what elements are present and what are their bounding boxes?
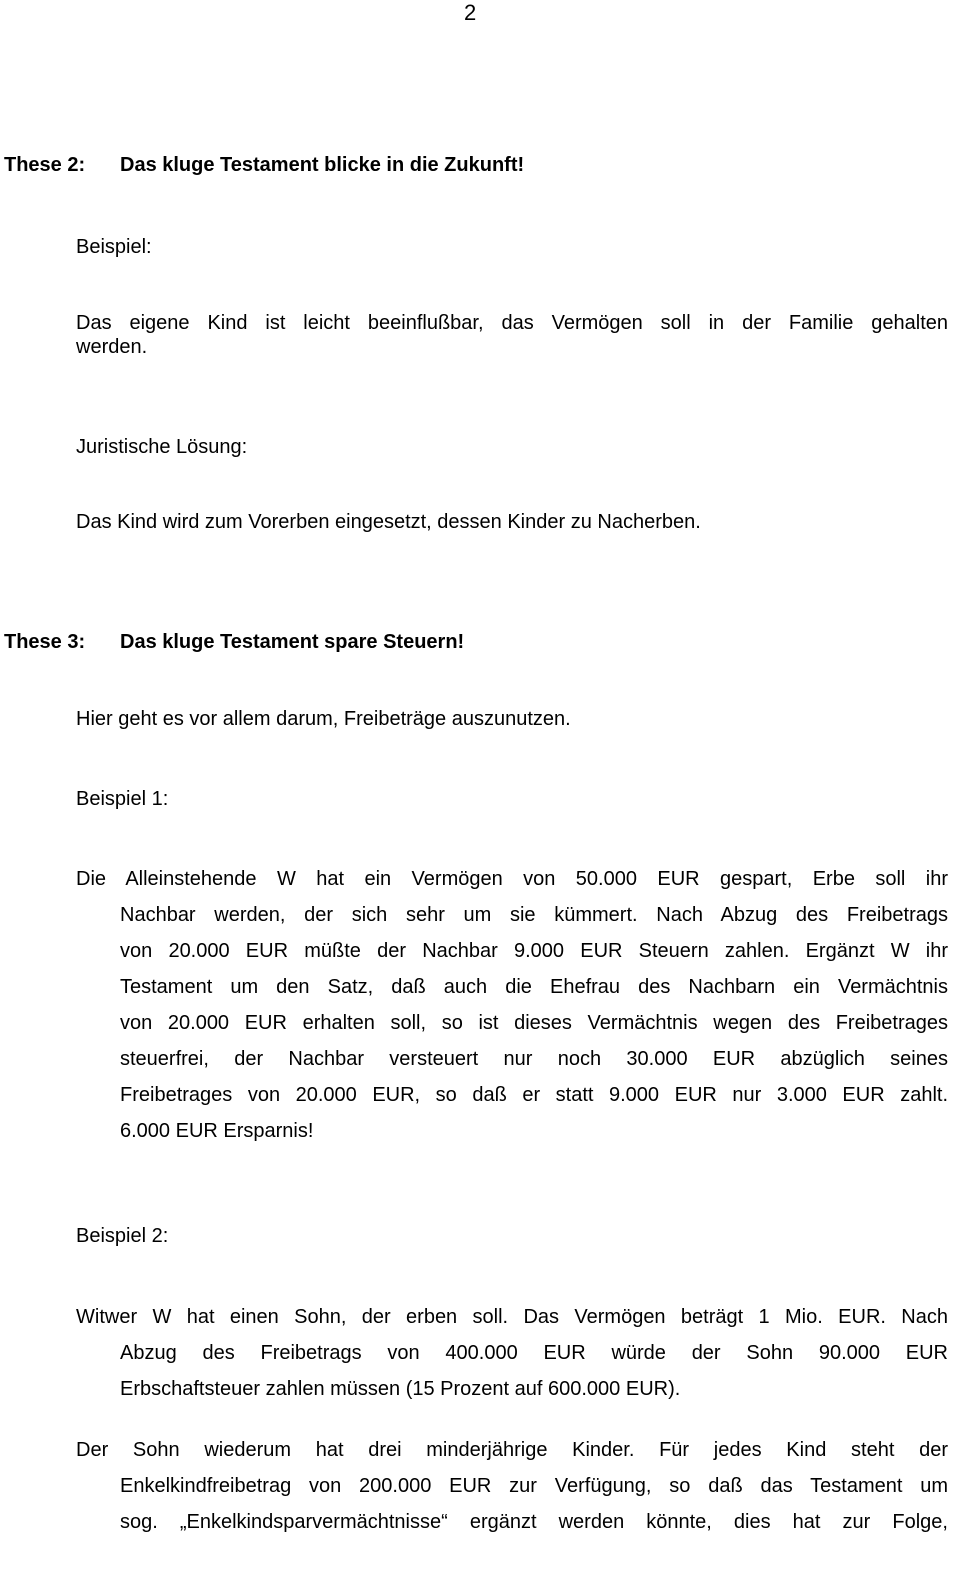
sohn-line: sog. „Enkelkindsparvermächtnisse“ ergänzt werden könnte, dies hat zur Folge,	[120, 1511, 948, 1533]
beispiel-1-line: Nachbar werden, der sich sehr um sie kümmert. Nach Abzug des Freibetrags	[120, 904, 948, 926]
sohn-line: Enkelkindfreibetrag von 200.000 EUR zur Verfügung, so daß das Testament um	[120, 1475, 948, 1497]
beispiel-2-text	[76, 1299, 948, 1407]
beispiel-2-line: Witwer W hat einen Sohn, der erben soll. Das Vermögen beträgt 1 Mio. EUR. Nach	[76, 1306, 948, 1328]
beispiel-text-line: Das eigene Kind ist leicht beeinflußbar, das Vermögen soll in der Familie gehalten	[76, 312, 948, 334]
thesis-3-label: These 3:	[4, 631, 86, 653]
beispiel-1-line: Freibetrages von 20.000 EUR, so daß er statt 9.000 EUR nur 3.000 EUR zahlt.	[120, 1084, 948, 1106]
thesis-3-intro: Hier geht es vor allem darum, Freibeträge auszunutzen.	[76, 708, 571, 730]
thesis-2-label: These 2:	[4, 154, 86, 176]
beispiel-label: Beispiel:	[76, 236, 152, 258]
beispiel-2-line: Abzug des Freibetrags von 400.000 EUR würde der Sohn 90.000 EUR	[120, 1342, 948, 1364]
loesung-text: Das Kind wird zum Vorerben eingesetzt, dessen Kinder zu Nacherben.	[76, 511, 701, 533]
page-number: 2	[464, 0, 477, 25]
beispiel-1-line: Die Alleinstehende W hat ein Vermögen von 50.000 EUR gespart, Erbe soll ihr	[76, 868, 948, 890]
loesung-label: Juristische Lösung:	[76, 436, 248, 458]
thesis-2-heading	[4, 152, 524, 178]
thesis-2-title: Das kluge Testament blicke in die Zukunft!	[120, 154, 525, 176]
beispiel-1-line: von 20.000 EUR müßte der Nachbar 9.000 EUR Steuern zahlen. Ergänzt W ihr	[120, 940, 948, 962]
sohn-line: Der Sohn wiederum hat drei minderjährige Kinder. Für jedes Kind steht der	[76, 1439, 948, 1461]
beispiel-1-line: steuerfrei, der Nachbar versteuert nur noch 30.000 EUR abzüglich seines	[120, 1048, 948, 1070]
beispiel-2-line: Erbschaftsteuer zahlen müssen (15 Prozent auf 600.000 EUR).	[120, 1378, 681, 1400]
thesis-3-heading	[4, 629, 464, 655]
beispiel-1-text	[76, 861, 948, 1149]
thesis-3-title: Das kluge Testament spare Steuern!	[120, 631, 465, 653]
beispiel-1-line: Testament um den Satz, daß auch die Ehefrau des Nachbarn ein Vermächtnis	[120, 976, 948, 998]
beispiel-1-line: 6.000 EUR Ersparnis!	[120, 1120, 314, 1142]
sohn-paragraph	[76, 1432, 948, 1540]
beispiel-text	[76, 305, 948, 365]
beispiel-text-line: werden.	[76, 336, 148, 358]
beispiel-1-label: Beispiel 1:	[76, 788, 169, 810]
beispiel-2-label: Beispiel 2:	[76, 1225, 169, 1247]
beispiel-1-line: von 20.000 EUR erhalten soll, so ist dieses Vermächtnis wegen des Freibetrages	[120, 1012, 948, 1034]
